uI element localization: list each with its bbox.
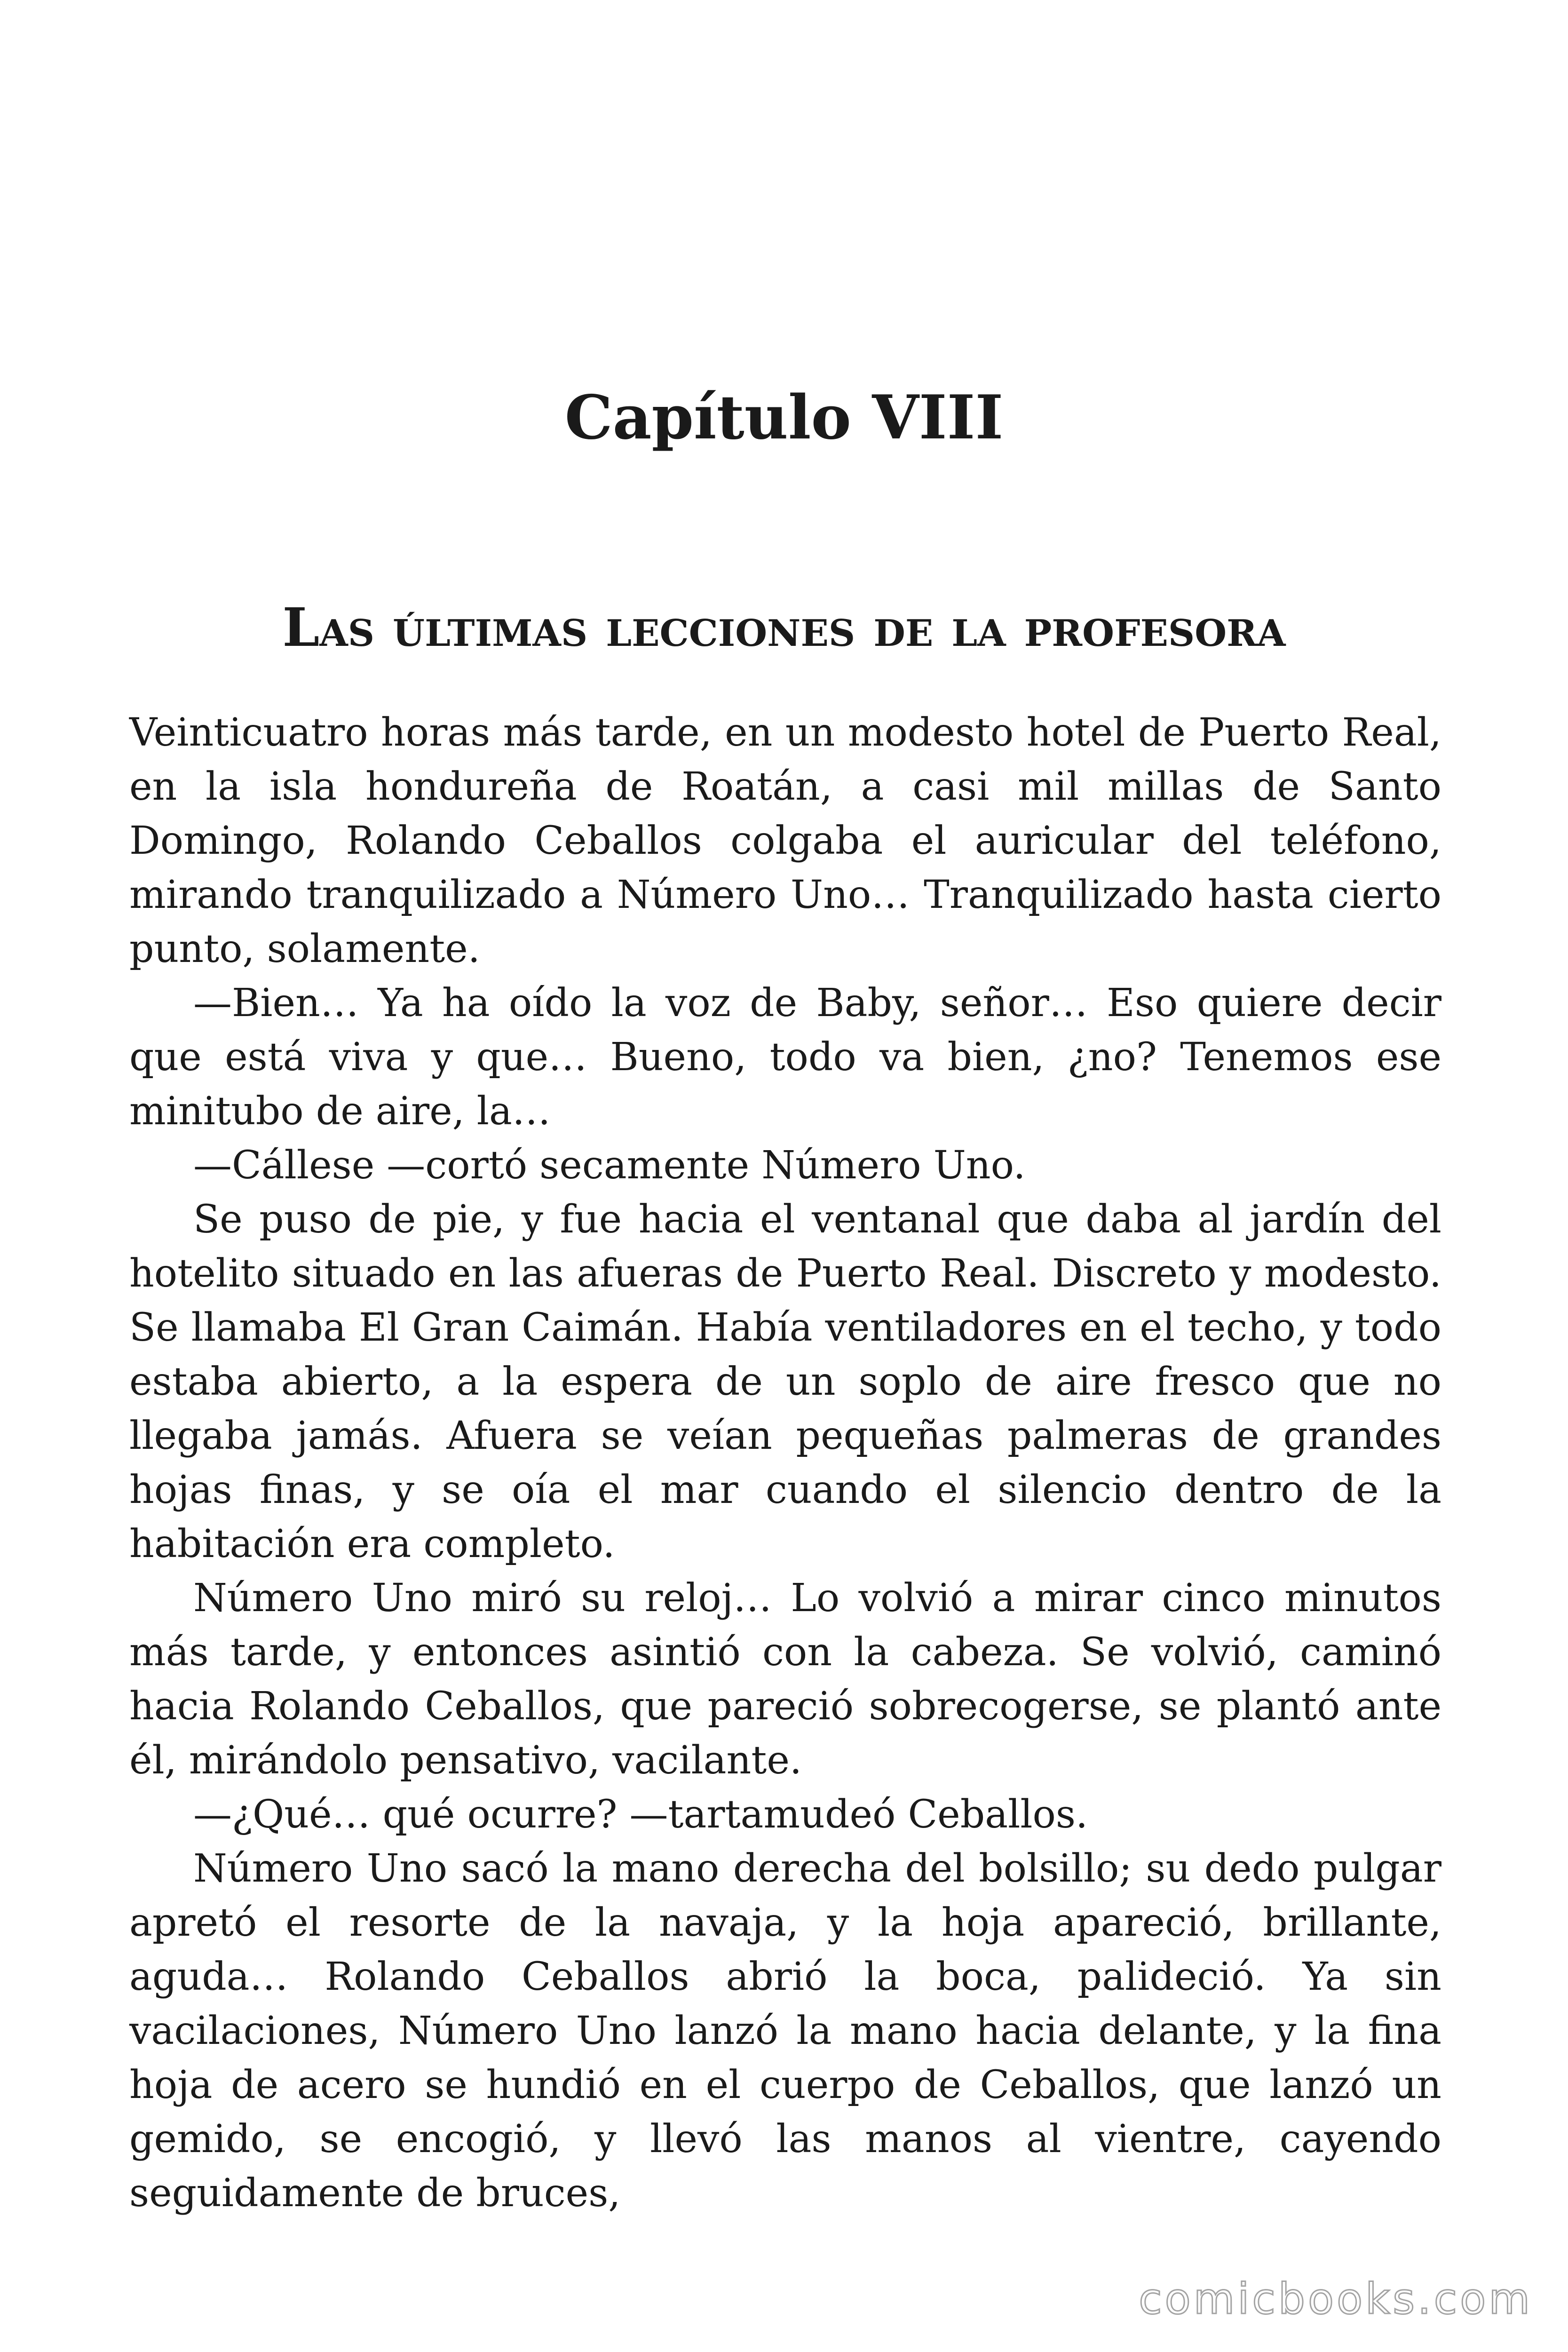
- body-text: [129, 706, 1441, 2220]
- paragraph: Veinticuatro horas más tarde, en un modesto hotel de Puerto Real, en la isla hondureña de Roatán, a casi mil millas de Santo Domingo, Rolando Ceballos colgaba el auricular del teléfono, mirando tranquilizado a Número Uno… Tranquilizado hasta cierto punto, solamente.: [129, 710, 1441, 971]
- paragraph: —¿Qué… qué ocurre? —tartamudeó Ceballos.: [193, 1792, 1088, 1837]
- chapter-subtitle: Las últimas lecciones de la profesora: [282, 597, 1286, 659]
- paragraph: Número Uno miró su reloj… Lo volvió a mirar cinco minutos más tarde, y entonces asintió con la cabeza. Se volvió, caminó hacia Rolando Ceballos, que pareció sobrecogerse, se plantó ante él, mirándolo pensativo, vacilante.: [129, 1576, 1441, 1783]
- watermark: comicbooks.com: [1139, 2274, 1533, 2324]
- paragraph: Se puso de pie, y fue hacia el ventanal que daba al jardín del hotelito situado en las afueras de Puerto Real. Discreto y modesto. Se llamaba El Gran Caimán. Había ventiladores en el techo, y todo estaba abierto, a la espera de un soplo de aire fresco que no llegaba jamás. Afuera se veían pequeñas palmeras de grandes hojas finas, y se oía el mar cuando el silencio dentro de la habitación era completo.: [129, 1197, 1441, 1566]
- paragraph: —Bien… Ya ha oído la voz de Baby, señor… Eso quiere decir que está viva y que… Bueno, todo va bien, ¿no? Tenemos ese minitubo de aire, la…: [129, 981, 1441, 1134]
- paragraph: Número Uno sacó la mano derecha del bolsillo; su dedo pulgar apretó el resorte de la navaja, y la hoja apareció, brillante, aguda… Rolando Ceballos abrió la boca, palideció. Ya sin vacilaciones, Número Uno lanzó la mano hacia delante, y la fina hoja de acero se hundió en el cuerpo de Ceballos, que lanzó un gemido, se encogió, y llevó las manos al vientre, cayendo seguidamente de bruces,: [129, 1846, 1441, 2216]
- chapter-title: Capítulo VIII: [564, 382, 1004, 453]
- paragraph: —Cállese —cortó secamente Número Uno.: [193, 1143, 1026, 1188]
